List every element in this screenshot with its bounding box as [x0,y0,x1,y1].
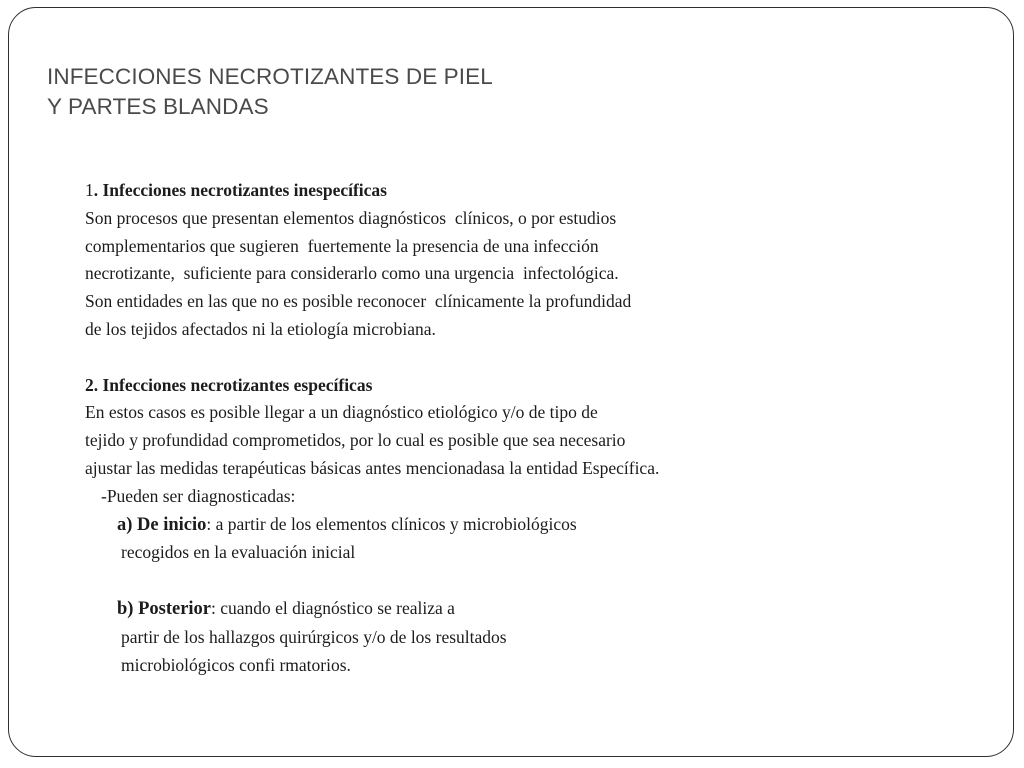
item-a-text: : a partir de los elementos clínicos y microbiológicos [206,513,577,534]
item-b-continuation: microbiológicos confi rmatorios. [121,654,351,675]
item-a-continuation: recogidos en la evaluación inicial [121,542,356,563]
section-1-number: 1 [85,180,94,200]
section-2-line: En estos casos es posible llegar a un diagnóstico etiológico y/o de tipo de [85,402,598,423]
section-1-line: de los tejidos afectados ni la etiología microbiana. [85,318,436,339]
item-b-continuation: partir de los hallazgos quirúrgicos y/o de los resultados [121,626,507,647]
item-a [85,511,785,540]
section-2-line: tejido y profundidad comprometidos, por lo cual es posible que sea necesario [85,430,626,451]
slide-title-line-1: INFECCIONES NECROTIZANTES DE PIEL [47,64,493,89]
slide-title-line-2: Y PARTES BLANDAS [47,94,269,119]
section-1-heading-text: . Infecciones necrotizantes inespecíficas [93,180,387,200]
item-a-label: a) De inicio [117,514,207,535]
slide-title [47,62,493,122]
item-b [85,595,785,624]
paragraph-spacer [85,344,785,372]
section-1-heading [85,177,785,205]
slide-body [85,177,785,679]
item-b-text: : cuando el diagnóstico se realiza a [211,597,455,618]
section-1-line: Son procesos que presentan elementos diagnósticos clínicos, o por estudios [85,207,617,228]
section-2-intro: -Pueden ser diagnosticadas: [101,485,296,506]
section-2-heading: 2. Infecciones necrotizantes específicas [85,374,373,395]
item-b-label: b) Posterior [117,598,212,619]
section-1-line: complementarios que sugieren fuertemente la presencia de una infección [85,235,599,256]
paragraph-spacer [85,567,785,595]
section-1-line: necrotizante, suficiente para considerarlo como una urgencia infectológica. [85,263,619,284]
section-2-line: ajustar las medidas terapéuticas básicas antes mencionadasa la entidad Específica. [85,457,660,478]
section-1-line: Son entidades en las que no es posible reconocer clínicamente la profundidad [85,291,632,312]
